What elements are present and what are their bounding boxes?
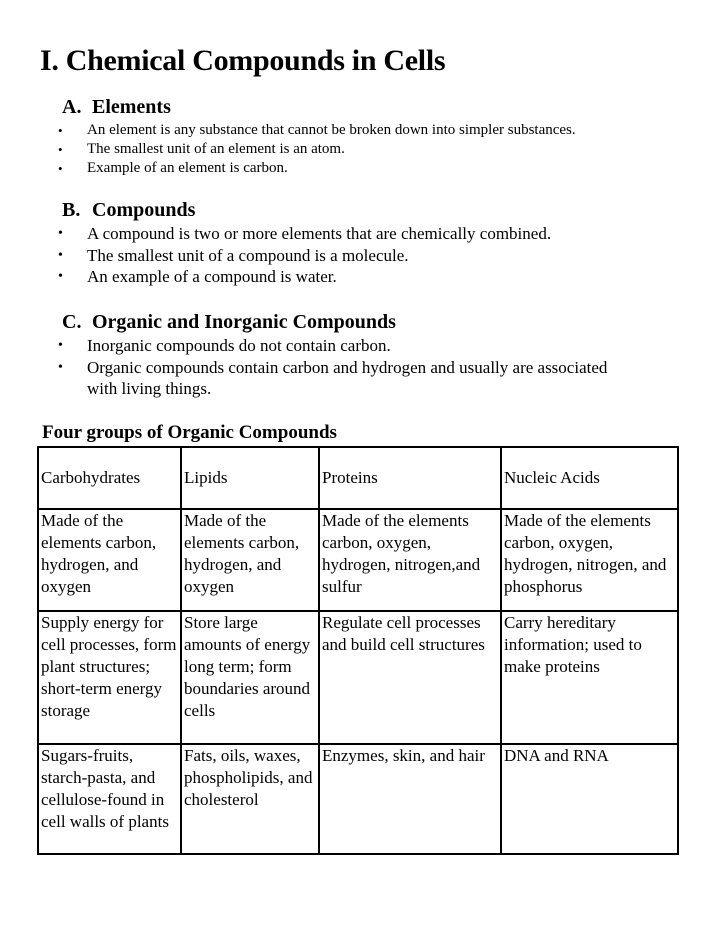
table-header-row [38, 447, 678, 509]
header-carbohydrates: Carbohydrates [38, 447, 181, 509]
section-c-label: C. [62, 311, 82, 333]
table-cell: DNA and RNA [501, 744, 678, 854]
list-item: • An element is any substance that cannot be broken down into simpler substances. [58, 121, 576, 140]
table-cell: Supply energy for cell processes, form plant structures; short-term energy storage [38, 611, 181, 744]
table-row [38, 611, 678, 744]
table-row [38, 509, 678, 611]
section-b-heading [62, 199, 195, 222]
organic-compounds-table [37, 446, 679, 855]
table-cell: Store large amounts of energy long term; form boundaries around cells [181, 611, 319, 744]
section-c-list [58, 335, 607, 400]
table-cell: Made of the elements carbon, oxygen, hydrogen, nitrogen,and sulfur [319, 509, 501, 611]
list-item: • Inorganic compounds do not contain carbon. [58, 335, 607, 357]
table-cell: Carry hereditary information; used to make proteins [501, 611, 678, 744]
table-row [38, 744, 678, 854]
section-b-label: B. [62, 199, 81, 221]
list-item-continuation: with living things. [87, 379, 212, 398]
section-c-heading [62, 311, 396, 334]
list-item: • The smallest unit of an element is an atom. [58, 140, 576, 159]
table-cell: Sugars-fruits, starch-pasta, and cellulose-found in cell walls of plants [38, 744, 181, 854]
header-proteins: Proteins [319, 447, 501, 509]
section-a-heading [62, 96, 171, 119]
section-a-label: A. [62, 96, 82, 118]
section-a-title: Elements [92, 96, 171, 118]
list-item: • An example of a compound is water. [58, 266, 551, 288]
table-cell: Made of the elements carbon, hydrogen, and oxygen [38, 509, 181, 611]
list-item: • The smallest unit of a compound is a molecule. [58, 245, 551, 267]
table-title: Four groups of Organic Compounds [42, 422, 337, 443]
table-cell: Fats, oils, waxes, phospholipids, and cholesterol [181, 744, 319, 854]
section-b-title: Compounds [92, 199, 196, 221]
section-b-list [58, 223, 551, 288]
section-a-list [58, 121, 576, 178]
list-item: • Example of an element is carbon. [58, 159, 576, 178]
section-c-title: Organic and Inorganic Compounds [92, 311, 396, 333]
header-lipids: Lipids [181, 447, 319, 509]
table-cell: Regulate cell processes and build cell structures [319, 611, 501, 744]
page-title: I. Chemical Compounds in Cells [40, 44, 446, 77]
table-cell: Made of the elements carbon, hydrogen, and oxygen [181, 509, 319, 611]
list-item: • Organic compounds contain carbon and hydrogen and usually are associated [58, 357, 607, 379]
list-item: • A compound is two or more elements that are chemically combined. [58, 223, 551, 245]
header-nucleic-acids: Nucleic Acids [501, 447, 678, 509]
table-cell: Enzymes, skin, and hair [319, 744, 501, 854]
table-cell: Made of the elements carbon, oxygen, hydrogen, nitrogen, and phosphorus [501, 509, 678, 611]
